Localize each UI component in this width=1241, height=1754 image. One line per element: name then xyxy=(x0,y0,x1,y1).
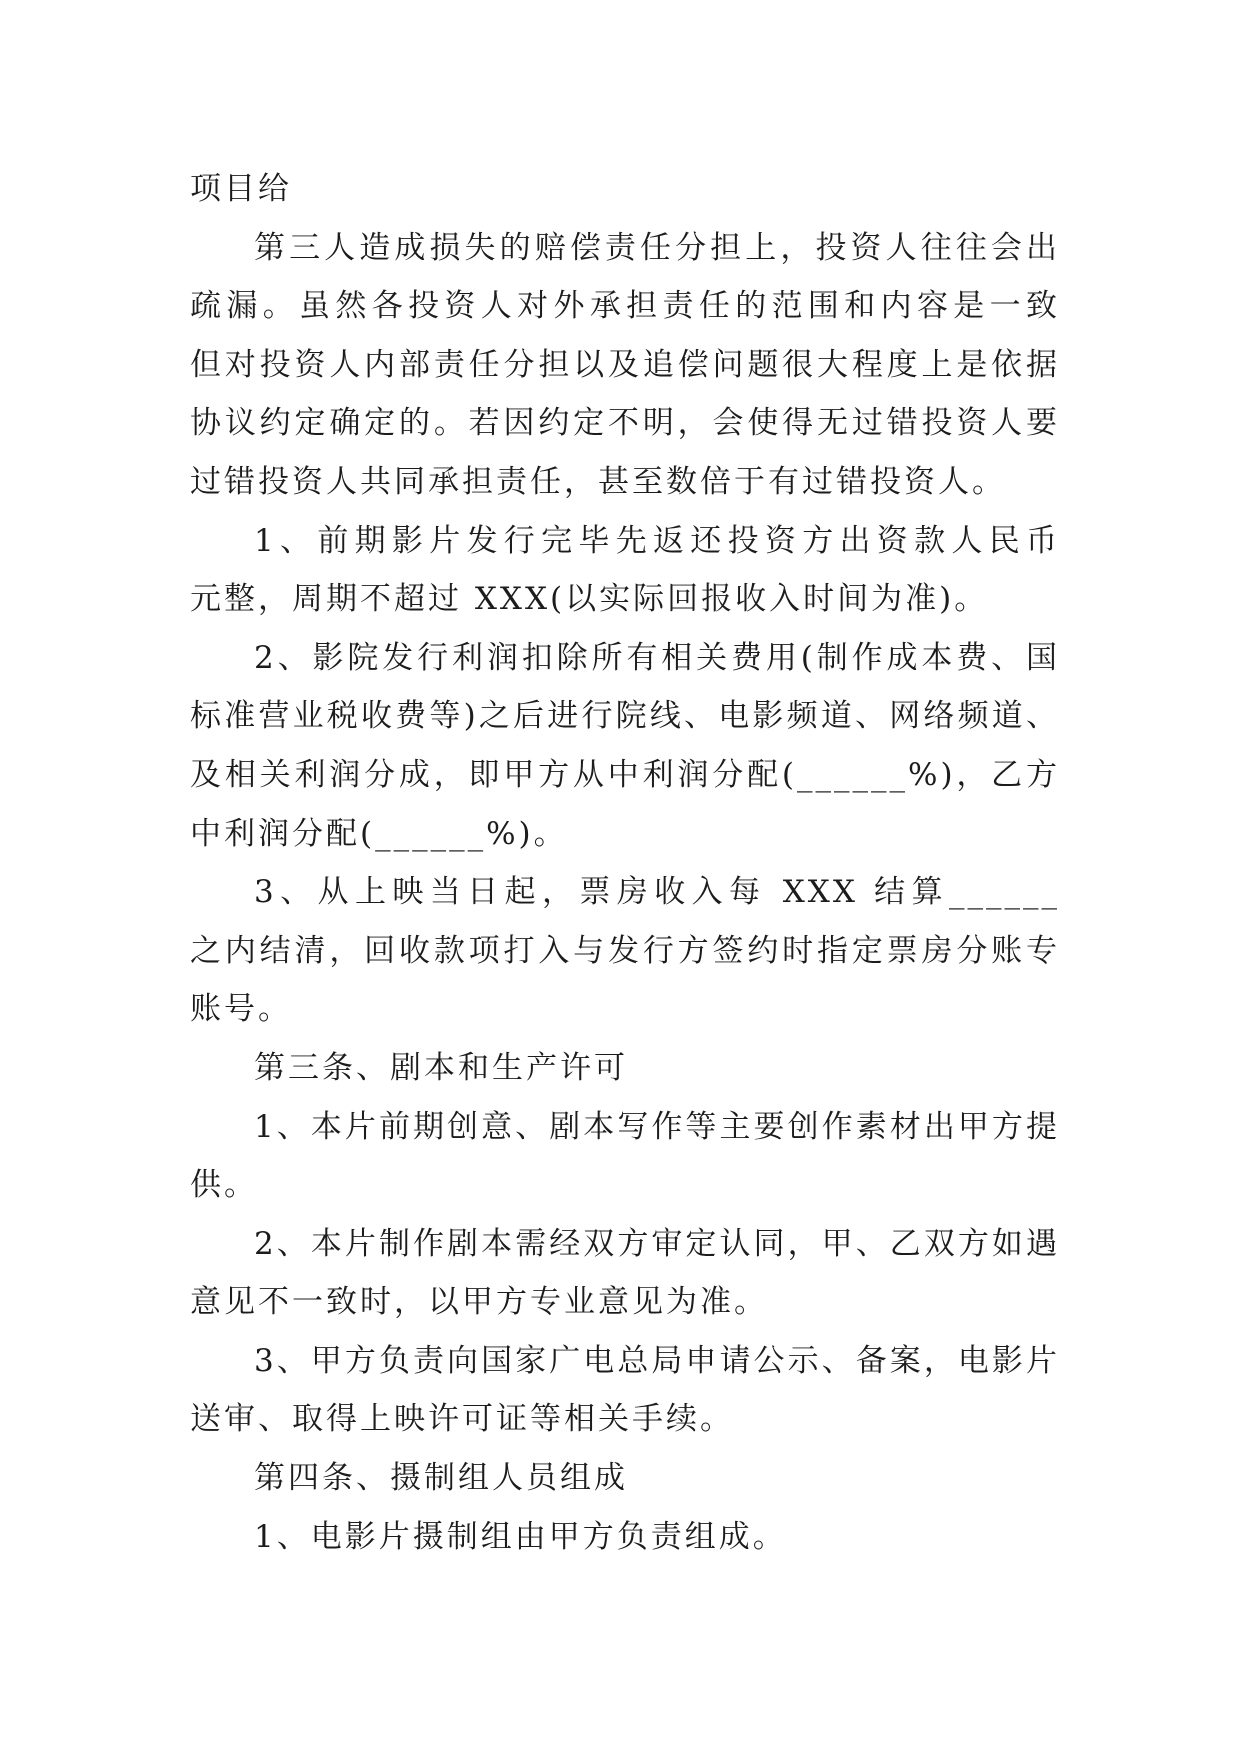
text-line: 2、影院发行利润扣除所有相关费用(制作成本费、国 xyxy=(254,639,1060,676)
section-heading: 第四条、摄制组人员组成 xyxy=(254,1460,628,1497)
text-line: 标准营业税收费等)之后进行院线、电影频道、网络频道、 xyxy=(190,698,1060,735)
text-line: 1、电影片摄制组由甲方负责组成。 xyxy=(254,1518,787,1555)
paragraph-article-3-item-2 xyxy=(190,1215,1060,1332)
paragraph-article-3-item-1 xyxy=(190,1098,1060,1215)
paragraph-article-3-item-3 xyxy=(190,1332,1060,1449)
text-line: 2、本片制作剧本需经双方审定认同，甲、乙双方如遇 xyxy=(254,1225,1060,1262)
text-line: 协议约定确定的。若因约定不明，会使得无过错投资人要 xyxy=(190,405,1060,442)
text-line: 但对投资人内部责任分担以及追偿问题很大程度上是依据 xyxy=(190,346,1060,383)
text-line: 3、甲方负责向国家广电总局申请公示、备案，电影片 xyxy=(254,1342,1060,1379)
text-line: 1、本片前期创意、剧本写作等主要创作素材出甲方提 xyxy=(254,1108,1060,1145)
paragraph-item-2 xyxy=(190,629,1060,863)
text-line: 供。 xyxy=(190,1167,258,1204)
text-line: 过错投资人共同承担责任，甚至数倍于有过错投资人。 xyxy=(190,463,1006,500)
text-line: 之内结清，回收款项打入与发行方签约时指定票房分账专 xyxy=(190,932,1060,969)
section-heading-article-4 xyxy=(190,1449,1060,1508)
paragraph-liability xyxy=(190,219,1060,512)
text-line: 送审、取得上映许可证等相关手续。 xyxy=(190,1401,734,1438)
paragraph-item-3 xyxy=(190,863,1060,1039)
text-line: 3、从上映当日起，票房收入每 XXX 结算______ xyxy=(254,874,1060,911)
text-line: 中利润分配(______%)。 xyxy=(190,815,568,852)
text-line: 疏漏。虽然各投资人对外承担责任的范围和内容是一致 xyxy=(190,288,1060,325)
text-line: 意见不一致时，以甲方专业意见为准。 xyxy=(190,1284,768,1321)
text-line: 项目给 xyxy=(190,171,292,207)
paragraph-fragment xyxy=(190,160,1060,219)
section-heading: 第三条、剧本和生产许可 xyxy=(254,1049,628,1086)
document-page xyxy=(190,160,1060,1566)
text-line: 第三人造成损失的赔偿责任分担上，投资人往往会出 xyxy=(254,229,1060,266)
text-line: 元整，周期不超过 XXX(以实际回报收入时间为准)。 xyxy=(190,581,989,618)
paragraph-article-4-item-1 xyxy=(190,1508,1060,1567)
text-line: 1、前期影片发行完毕先返还投资方出资款人民币 xyxy=(254,522,1060,559)
section-heading-article-3 xyxy=(190,1039,1060,1098)
text-line: 账号。 xyxy=(190,991,292,1028)
paragraph-item-1 xyxy=(190,512,1060,629)
text-line: 及相关利润分成，即甲方从中利润分配(______%)，乙方 xyxy=(190,756,1060,793)
